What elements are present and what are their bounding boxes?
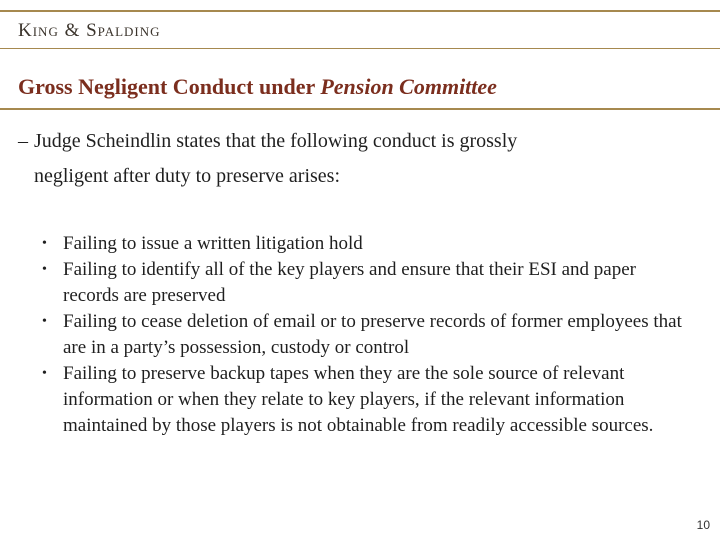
bullet-text: Failing to preserve backup tapes when they are the sole source of relevant information or when they relate to key players, if the relevant information maintained by those players is not obtainable from readily accessible sources. [63,363,654,436]
bullet-dot-icon: • [42,236,47,251]
title-divider [0,108,720,110]
slide-title-italic: Pension Committee [320,74,497,99]
top-divider [0,10,720,12]
bullet-item [42,361,692,439]
bullet-dot-icon: • [42,366,47,381]
lead-text-1: Judge Scheindlin states that the following conduct is grossly [34,130,518,152]
bullet-text: Failing to cease deletion of email or to preserve records of former employees that are in a party’s possession, custody or control [63,311,682,358]
dash-marker: – [18,130,28,152]
company-logo: King & Spalding [18,20,161,41]
logo-divider [0,48,720,49]
bullet-dot-icon: • [42,314,47,329]
lead-paragraph [18,124,678,194]
bullet-dot-icon: • [42,262,47,277]
bullet-item [42,309,692,361]
bullet-list [42,231,692,439]
bullet-item [42,257,692,309]
lead-line-2: negligent after duty to preserve arises: [34,165,340,187]
lead-line-1 [18,124,678,159]
bullet-text: Failing to issue a written litigation hold [63,233,363,254]
bullet-text: Failing to identify all of the key players and ensure that their ESI and paper records are preserved [63,259,636,306]
slide-title [18,74,497,100]
page-number: 10 [696,518,710,532]
slide-title-text: Gross Negligent Conduct under [18,74,321,99]
bullet-item [42,231,692,257]
